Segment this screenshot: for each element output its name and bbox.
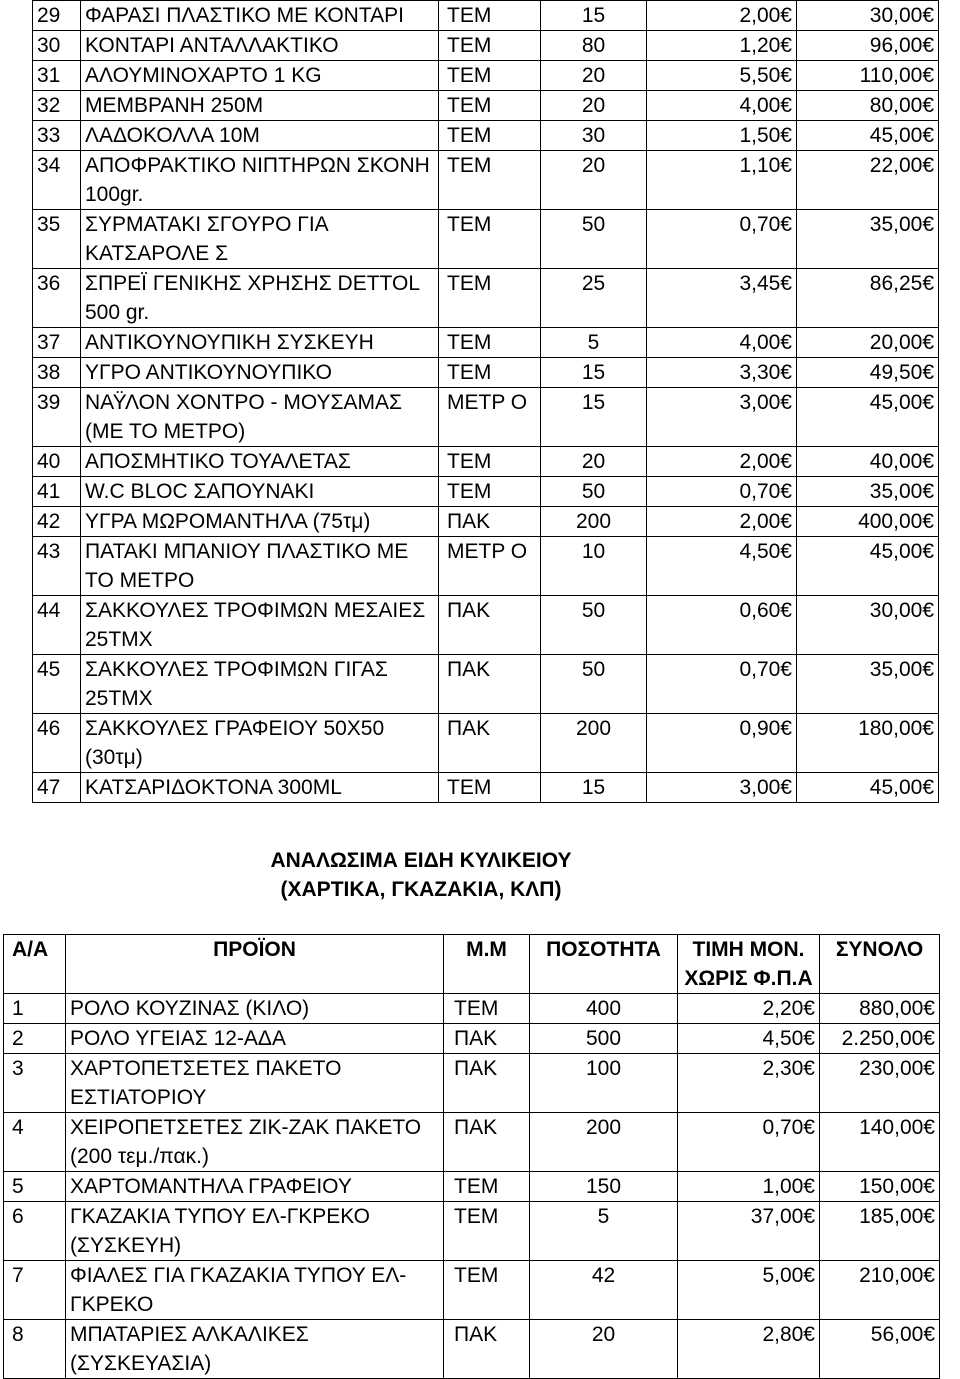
quantity: 5 xyxy=(541,328,647,358)
unit: ΤΕΜ xyxy=(439,61,541,91)
line-total: 110,00€ xyxy=(797,61,939,91)
product-name: ΑΠΟΦΡΑΚΤΙΚΟ ΝΙΠΤΗΡΩΝ ΣΚΟΝΗ 100gr. xyxy=(81,151,439,210)
unit-price: 2,80€ xyxy=(678,1320,820,1379)
unit: ΤΕΜ xyxy=(439,91,541,121)
unit-price: 1,10€ xyxy=(647,151,797,210)
row-number: 45 xyxy=(33,655,81,714)
table-row xyxy=(4,1054,940,1113)
unit-price: 0,70€ xyxy=(647,655,797,714)
row-number: 35 xyxy=(33,210,81,269)
row-number: 34 xyxy=(33,151,81,210)
table-row xyxy=(33,507,939,537)
unit: ΤΕΜ xyxy=(439,269,541,328)
line-total: 22,00€ xyxy=(797,151,939,210)
canteen-table-body xyxy=(4,935,940,1379)
row-number: 32 xyxy=(33,91,81,121)
product-name: ΜΕΜΒΡΑΝΗ 250Μ xyxy=(81,91,439,121)
row-number: 39 xyxy=(33,388,81,447)
unit: ΤΕΜ xyxy=(439,121,541,151)
items-table-body xyxy=(33,1,939,803)
quantity: 15 xyxy=(541,773,647,803)
unit: ΤΕΜ xyxy=(444,1202,530,1261)
table-row xyxy=(33,269,939,328)
unit: ΜΕΤΡ Ο xyxy=(439,388,541,447)
unit: ΠΑΚ xyxy=(444,1113,530,1172)
table-row xyxy=(33,210,939,269)
line-total: 80,00€ xyxy=(797,91,939,121)
line-total: 185,00€ xyxy=(820,1202,940,1261)
line-total: 30,00€ xyxy=(797,1,939,31)
line-total: 56,00€ xyxy=(820,1320,940,1379)
line-total: 96,00€ xyxy=(797,31,939,61)
table-row xyxy=(33,655,939,714)
unit-price: 0,90€ xyxy=(647,714,797,773)
row-number: 43 xyxy=(33,537,81,596)
quantity: 20 xyxy=(530,1320,678,1379)
unit: ΤΕΜ xyxy=(439,358,541,388)
row-number: 46 xyxy=(33,714,81,773)
unit: ΜΕΤΡ Ο xyxy=(439,537,541,596)
product-name: ΧΕΙΡΟΠΕΤΣΕΤΕΣ ΖΙΚ-ΖΑΚ ΠΑΚΕΤΟ (200 τεμ./πακ.) xyxy=(66,1113,444,1172)
quantity: 20 xyxy=(541,91,647,121)
quantity: 20 xyxy=(541,61,647,91)
table-row xyxy=(33,596,939,655)
quantity: 500 xyxy=(530,1024,678,1054)
product-name: ΡΟΛΟ ΚΟΥΖΙΝΑΣ (ΚΙΛΟ) xyxy=(66,994,444,1024)
table-row xyxy=(4,1202,940,1261)
quantity: 25 xyxy=(541,269,647,328)
row-number: 31 xyxy=(33,61,81,91)
line-total: 230,00€ xyxy=(820,1054,940,1113)
product-name: ΣΑΚΚΟΥΛΕΣ ΤΡΟΦΙΜΩΝ ΓΙΓΑΣ 25ΤΜΧ xyxy=(81,655,439,714)
row-number: 4 xyxy=(4,1113,66,1172)
unit: ΤΕΜ xyxy=(444,1172,530,1202)
line-total: 150,00€ xyxy=(820,1172,940,1202)
table-row xyxy=(4,1172,940,1202)
unit-price: 1,00€ xyxy=(678,1172,820,1202)
product-name: W.C BLOC ΣΑΠΟΥΝΑΚΙ xyxy=(81,477,439,507)
product-name: ΣΑΚΚΟΥΛΕΣ ΓΡΑΦΕΙΟΥ 50Χ50 (30τμ) xyxy=(81,714,439,773)
quantity: 200 xyxy=(541,507,647,537)
unit: ΠΑΚ xyxy=(439,655,541,714)
quantity: 15 xyxy=(541,358,647,388)
product-name: ΑΝΤΙΚΟΥΝΟΥΠΙΚΗ ΣΥΣΚΕΥΗ xyxy=(81,328,439,358)
line-total: 86,25€ xyxy=(797,269,939,328)
quantity: 42 xyxy=(530,1261,678,1320)
quantity: 15 xyxy=(541,1,647,31)
line-total: 49,50€ xyxy=(797,358,939,388)
row-number: 2 xyxy=(4,1024,66,1054)
table-row xyxy=(33,61,939,91)
table-row xyxy=(4,1320,940,1379)
table-row xyxy=(33,151,939,210)
row-number: 3 xyxy=(4,1054,66,1113)
quantity: 10 xyxy=(541,537,647,596)
row-number: 40 xyxy=(33,447,81,477)
table-row xyxy=(33,328,939,358)
line-total: 180,00€ xyxy=(797,714,939,773)
row-number: 42 xyxy=(33,507,81,537)
quantity: 20 xyxy=(541,447,647,477)
table-row xyxy=(33,91,939,121)
quantity: 20 xyxy=(541,151,647,210)
product-name: ΣΠΡΕΪ ΓΕΝΙΚΗΣ ΧΡΗΣΗΣ DETTOL 500 gr. xyxy=(81,269,439,328)
unit: ΤΕΜ xyxy=(439,447,541,477)
line-total: 210,00€ xyxy=(820,1261,940,1320)
quantity: 50 xyxy=(541,596,647,655)
quantity: 200 xyxy=(541,714,647,773)
line-total: 400,00€ xyxy=(797,507,939,537)
line-total: 35,00€ xyxy=(797,655,939,714)
line-total: 40,00€ xyxy=(797,447,939,477)
quantity: 200 xyxy=(530,1113,678,1172)
table-row xyxy=(33,477,939,507)
unit: ΠΑΚ xyxy=(444,1320,530,1379)
product-name: ΑΛΟΥΜΙΝΟΧΑΡΤΟ 1 KG xyxy=(81,61,439,91)
product-name: ΛΑΔΟΚΟΛΛΑ 10Μ xyxy=(81,121,439,151)
product-name: ΚΑΤΣΑΡΙΔΟΚΤΟΝΑ 300ML xyxy=(81,773,439,803)
unit-price: 5,50€ xyxy=(647,61,797,91)
unit-price: 4,00€ xyxy=(647,91,797,121)
line-total: 20,00€ xyxy=(797,328,939,358)
unit-price: 4,50€ xyxy=(678,1024,820,1054)
product-name: ΓΚΑΖΑΚΙΑ ΤΥΠΟΥ ΕΛ-ΓΚΡΕΚΟ (ΣΥΣΚΕΥΗ) xyxy=(66,1202,444,1261)
product-name: ΦΑΡΑΣΙ ΠΛΑΣΤΙΚΟ ΜΕ ΚΟΝΤΑΡΙ xyxy=(81,1,439,31)
unit: ΤΕΜ xyxy=(439,477,541,507)
section-title: ΑΝΑΛΩΣΙΜΑ ΕΙΔΗ ΚΥΛΙΚΕΙΟΥ xyxy=(270,849,572,872)
line-total: 45,00€ xyxy=(797,121,939,151)
row-number: 30 xyxy=(33,31,81,61)
line-total: 140,00€ xyxy=(820,1113,940,1172)
unit-price: 3,00€ xyxy=(647,388,797,447)
header-quantity: ΠΟΣΟΤΗΤΑ xyxy=(530,935,678,994)
unit: ΠΑΚ xyxy=(439,507,541,537)
unit: ΤΕΜ xyxy=(439,31,541,61)
unit-price: 1,20€ xyxy=(647,31,797,61)
quantity: 15 xyxy=(541,388,647,447)
unit: ΤΕΜ xyxy=(439,1,541,31)
unit: ΤΕΜ xyxy=(444,1261,530,1320)
unit-price: 3,45€ xyxy=(647,269,797,328)
row-number: 37 xyxy=(33,328,81,358)
line-total: 45,00€ xyxy=(797,537,939,596)
header-unit: Μ.Μ xyxy=(444,935,530,994)
unit-price: 4,50€ xyxy=(647,537,797,596)
unit: ΤΕΜ xyxy=(444,994,530,1024)
unit: ΠΑΚ xyxy=(439,714,541,773)
row-number: 47 xyxy=(33,773,81,803)
product-name: ΧΑΡΤΟΠΕΤΣΕΤΕΣ ΠΑΚΕΤΟ ΕΣΤΙΑΤΟΡΙΟΥ xyxy=(66,1054,444,1113)
unit-price: 5,00€ xyxy=(678,1261,820,1320)
unit-price: 1,50€ xyxy=(647,121,797,151)
row-number: 8 xyxy=(4,1320,66,1379)
unit-price: 3,00€ xyxy=(647,773,797,803)
unit-price: 0,70€ xyxy=(647,210,797,269)
quantity: 100 xyxy=(530,1054,678,1113)
line-total: 45,00€ xyxy=(797,388,939,447)
product-name: ΠΑΤΑΚΙ ΜΠΑΝΙΟΥ ΠΛΑΣΤΙΚΟ ΜΕ ΤΟ ΜΕΤΡΟ xyxy=(81,537,439,596)
items-table-continued xyxy=(32,0,939,803)
product-name: ΣΑΚΚΟΥΛΕΣ ΤΡΟΦΙΜΩΝ ΜΕΣΑΙΕΣ 25ΤΜΧ xyxy=(81,596,439,655)
row-number: 29 xyxy=(33,1,81,31)
product-name: ΜΠΑΤΑΡΙΕΣ ΑΛΚΑΛΙΚΕΣ (ΣΥΣΚΕΥΑΣΙΑ) xyxy=(66,1320,444,1379)
row-number: 7 xyxy=(4,1261,66,1320)
header-unit-price: ΤΙΜΗ ΜΟΝ. ΧΩΡΙΣ Φ.Π.Α xyxy=(678,935,820,994)
unit-price: 4,00€ xyxy=(647,328,797,358)
table-row xyxy=(33,1,939,31)
table-header-row xyxy=(4,935,940,994)
row-number: 36 xyxy=(33,269,81,328)
product-name: ΚΟΝΤΑΡΙ ΑΝΤΑΛΛΑΚΤΙΚΟ xyxy=(81,31,439,61)
header-total: ΣΥΝΟΛΟ xyxy=(820,935,940,994)
line-total: 35,00€ xyxy=(797,477,939,507)
unit-price: 0,70€ xyxy=(678,1113,820,1172)
row-number: 33 xyxy=(33,121,81,151)
quantity: 50 xyxy=(541,477,647,507)
unit: ΤΕΜ xyxy=(439,328,541,358)
product-name: ΑΠΟΣΜΗΤΙΚΟ ΤΟΥΑΛΕΤΑΣ xyxy=(81,447,439,477)
unit: ΤΕΜ xyxy=(439,151,541,210)
unit-price: 0,70€ xyxy=(647,477,797,507)
quantity: 5 xyxy=(530,1202,678,1261)
product-name: ΧΑΡΤΟΜΑΝΤΗΛΑ ΓΡΑΦΕΙΟΥ xyxy=(66,1172,444,1202)
table-row xyxy=(33,31,939,61)
section-subtitle: (ΧΑΡΤΙΚΑ, ΓΚΑΖΑΚΙΑ, ΚΛΠ) xyxy=(280,878,562,901)
line-total: 30,00€ xyxy=(797,596,939,655)
line-total: 2.250,00€ xyxy=(820,1024,940,1054)
unit-price: 2,00€ xyxy=(647,1,797,31)
quantity: 50 xyxy=(541,210,647,269)
row-number: 44 xyxy=(33,596,81,655)
canteen-supplies-table xyxy=(3,934,940,1379)
quantity: 50 xyxy=(541,655,647,714)
unit: ΤΕΜ xyxy=(439,773,541,803)
section-heading xyxy=(0,846,842,904)
line-total: 880,00€ xyxy=(820,994,940,1024)
header-no: Α/Α xyxy=(4,935,66,994)
table-row xyxy=(33,773,939,803)
table-row xyxy=(4,1113,940,1172)
table-row xyxy=(4,1261,940,1320)
product-name: ΥΓΡΑ ΜΩΡΟΜΑΝΤΗΛΑ (75τμ) xyxy=(81,507,439,537)
quantity: 30 xyxy=(541,121,647,151)
unit-price: 0,60€ xyxy=(647,596,797,655)
table-row xyxy=(33,121,939,151)
row-number: 5 xyxy=(4,1172,66,1202)
row-number: 1 xyxy=(4,994,66,1024)
unit-price: 2,30€ xyxy=(678,1054,820,1113)
line-total: 45,00€ xyxy=(797,773,939,803)
unit: ΤΕΜ xyxy=(439,210,541,269)
unit: ΠΑΚ xyxy=(444,1024,530,1054)
product-name: ΦΙΑΛΕΣ ΓΙΑ ΓΚΑΖΑΚΙΑ ΤΥΠΟΥ ΕΛ-ΓΚΡΕΚΟ xyxy=(66,1261,444,1320)
unit: ΠΑΚ xyxy=(444,1054,530,1113)
row-number: 6 xyxy=(4,1202,66,1261)
unit-price: 37,00€ xyxy=(678,1202,820,1261)
unit-price: 2,00€ xyxy=(647,507,797,537)
product-name: ΣΥΡΜΑΤΑΚΙ ΣΓΟΥΡΟ ΓΙΑ ΚΑΤΣΑΡΟΛΕ Σ xyxy=(81,210,439,269)
product-name: ΥΓΡΟ ΑΝΤΙΚΟΥΝΟΥΠΙΚΟ xyxy=(81,358,439,388)
quantity: 80 xyxy=(541,31,647,61)
table-row xyxy=(33,447,939,477)
row-number: 38 xyxy=(33,358,81,388)
table-row xyxy=(4,994,940,1024)
table-row xyxy=(33,358,939,388)
unit-price: 2,00€ xyxy=(647,447,797,477)
table-row xyxy=(33,388,939,447)
quantity: 400 xyxy=(530,994,678,1024)
quantity: 150 xyxy=(530,1172,678,1202)
header-product: ΠΡΟΪΟΝ xyxy=(66,935,444,994)
unit: ΠΑΚ xyxy=(439,596,541,655)
row-number: 41 xyxy=(33,477,81,507)
product-name: ΝΑΫΛΟΝ ΧΟΝΤΡΟ - ΜΟΥΣΑΜΑΣ (ΜΕ ΤΟ ΜΕΤΡΟ) xyxy=(81,388,439,447)
product-name: ΡΟΛΟ ΥΓΕΙΑΣ 12-ΑΔΑ xyxy=(66,1024,444,1054)
table-row xyxy=(4,1024,940,1054)
unit-price: 3,30€ xyxy=(647,358,797,388)
line-total: 35,00€ xyxy=(797,210,939,269)
table-row xyxy=(33,537,939,596)
unit-price: 2,20€ xyxy=(678,994,820,1024)
table-row xyxy=(33,714,939,773)
